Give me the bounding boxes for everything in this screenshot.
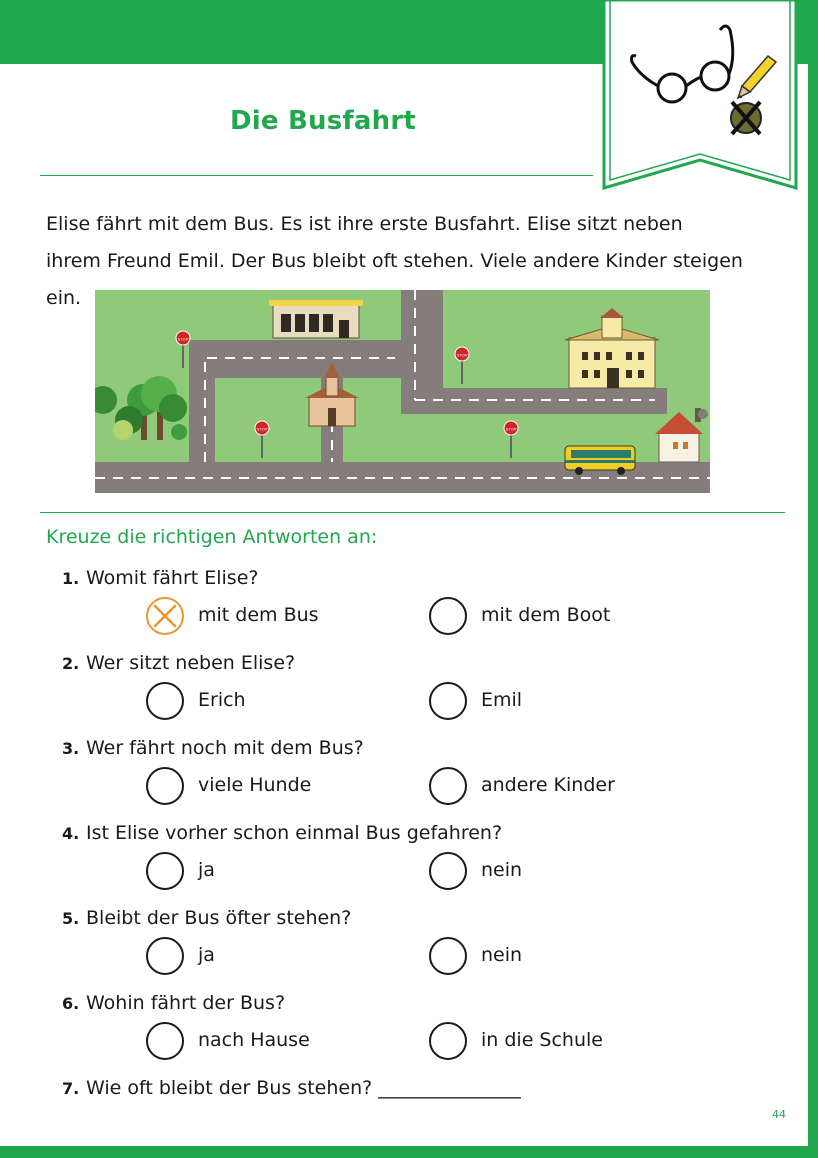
answer-label: viele Hunde: [198, 774, 312, 796]
question-5: [62, 907, 351, 929]
question-number: 1.: [62, 569, 80, 588]
page-title: Die Busfahrt: [230, 106, 416, 136]
answer-checkbox[interactable]: [146, 937, 184, 975]
question-number: 5.: [62, 909, 80, 928]
bus-station-building: [269, 300, 363, 338]
answer-label: Erich: [198, 689, 246, 711]
question-text: Ist Elise vorher schon einmal Bus gefahren?: [86, 822, 503, 844]
stop-sign-text: STOP: [456, 352, 468, 358]
checkbox-cross-icon: [731, 102, 761, 134]
answer-label: nein: [481, 944, 523, 966]
question-text: Wer sitzt neben Elise?: [86, 652, 296, 674]
map-divider: [40, 512, 785, 513]
question-text: Wer fährt noch mit dem Bus?: [86, 737, 364, 759]
answer-label: in die Schule: [481, 1029, 603, 1051]
intro-line-2: ihrem Freund Emil. Der Bus bleibt oft stehen. Viele andere Kinder steigen ein.: [46, 250, 743, 309]
question-number: 6.: [62, 994, 80, 1013]
answer-label: mit dem Boot: [481, 604, 611, 626]
answer-label: ja: [198, 859, 215, 881]
answer-checkbox[interactable]: [146, 597, 184, 635]
answer-checkbox[interactable]: [146, 852, 184, 890]
question-2: [62, 652, 295, 674]
question-number: 2.: [62, 654, 80, 673]
answer-checkbox[interactable]: [146, 767, 184, 805]
stop-sign-text: STOP: [505, 426, 517, 432]
stop-sign-text: STOP: [177, 336, 189, 342]
intro-line-1: Elise fährt mit dem Bus. Es ist ihre erste Busfahrt. Elise sitzt neben: [46, 213, 683, 235]
question-number: 3.: [62, 739, 80, 758]
answer-label: ja: [198, 944, 215, 966]
instruction-text: Kreuze die richtigen Antworten an:: [46, 526, 378, 548]
corner-banner: [600, 0, 800, 192]
answer-checkbox[interactable]: [429, 937, 467, 975]
question-text: Bleibt der Bus öfter stehen?: [86, 907, 352, 929]
answer-label: nein: [481, 859, 523, 881]
question-4: [62, 822, 502, 844]
answer-checkbox[interactable]: [146, 1022, 184, 1060]
answer-checkbox[interactable]: [146, 682, 184, 720]
question-text: Womit fährt Elise?: [86, 567, 259, 589]
answer-label: nach Hause: [198, 1029, 310, 1051]
bottom-green-bar: [0, 1146, 818, 1158]
bus-route-map: [95, 290, 710, 493]
page-number: 44: [772, 1108, 786, 1121]
question-6: [62, 992, 285, 1014]
title-divider: [40, 175, 593, 176]
question-number: 4.: [62, 824, 80, 843]
answer-checkbox[interactable]: [429, 767, 467, 805]
question-text: Wohin fährt der Bus?: [86, 992, 286, 1014]
answer-checkbox[interactable]: [429, 1022, 467, 1060]
question-3: [62, 737, 364, 759]
right-green-border: [808, 0, 818, 1158]
answer-label: andere Kinder: [481, 774, 615, 796]
question-7: [62, 1077, 521, 1099]
answer-label: mit dem Bus: [198, 604, 319, 626]
question-number: 7.: [62, 1079, 80, 1098]
cross-mark-icon: [153, 604, 177, 628]
question-1: [62, 567, 258, 589]
answer-checkbox[interactable]: [429, 597, 467, 635]
question-text: Wie oft bleibt der Bus stehen? _______________: [86, 1077, 521, 1099]
answer-label: Emil: [481, 689, 523, 711]
answer-checkbox[interactable]: [429, 852, 467, 890]
stop-sign-text: STOP: [256, 426, 268, 432]
answer-checkbox[interactable]: [429, 682, 467, 720]
